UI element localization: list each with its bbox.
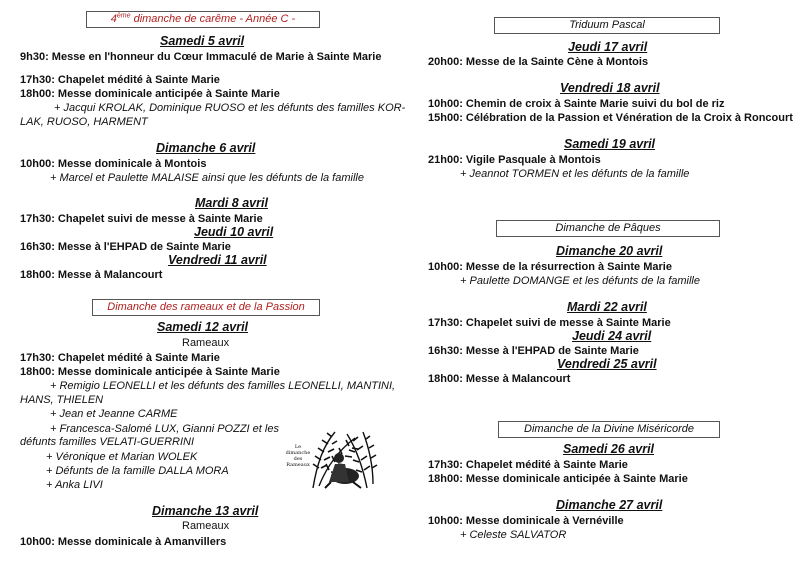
day-heading: Mardi 22 avril [567, 300, 647, 314]
day-heading: Samedi 12 avril [157, 320, 249, 334]
schedule-line: 15h00: Célébration de la Passion et Vénération de la Croix à Roncourt [428, 112, 793, 124]
header-box-paques: Dimanche de Pâques [496, 220, 720, 237]
intention-line: défunts familles VELATI-GUERRINI [20, 436, 195, 448]
schedule-line: 17h30: Chapelet médité à Sainte Marie [20, 352, 220, 364]
caption-line: Le [294, 444, 302, 450]
box-superscript: ème [116, 12, 131, 20]
header-box-triduum: Triduum Pascal [494, 17, 720, 34]
caption-line: Rameaux [286, 462, 310, 468]
intention-line: + Défunts de la famille DALLA MORA [46, 465, 229, 477]
intention-line: + Celeste SALVATOR [460, 529, 567, 541]
illustration-caption [283, 444, 313, 468]
schedule-line: 10h00: Chemin de croix à Sainte Marie suivi du bol de riz [428, 98, 725, 110]
intention-line: + Francesca-Salomé LUX, Gianni POZZI et les [50, 423, 279, 435]
schedule-line: 10h00: Messe dominicale à Montois [20, 158, 207, 170]
intention-line: + Remigio LEONELLI et les défunts des familles LEONELLI, MANTINI, [50, 380, 396, 392]
schedule-line: 18h00: Messe dominicale anticipée à Sainte Marie [20, 366, 280, 378]
schedule-line: 17h30: Chapelet médité à Sainte Marie [20, 74, 220, 86]
intention-line: + Anka LIVI [46, 479, 103, 491]
day-heading: Jeudi 24 avril [572, 329, 652, 343]
intention-line: + Véronique et Marian WOLEK [46, 451, 198, 463]
schedule-line: 21h00: Vigile Pasquale à Montois [428, 154, 601, 166]
day-heading: Vendredi 11 avril [168, 253, 267, 267]
day-heading: Dimanche 13 avril [152, 504, 259, 518]
schedule-line: 10h00: Messe dominicale à Amanvillers [20, 536, 227, 548]
intention-line: + Paulette DOMANGE et les défunts de la famille [460, 275, 700, 287]
day-heading: Vendredi 25 avril [557, 357, 657, 371]
day-heading: Mardi 8 avril [195, 196, 268, 210]
palm-sunday-illustration [283, 424, 381, 490]
day-heading: Jeudi 17 avril [568, 40, 648, 54]
schedule-line: 9h30: Messe en l'honneur du Cœur Immaculé de Marie à Sainte Marie [20, 51, 382, 63]
intention-line: LAK, RUOSO, HARMENT [20, 116, 148, 128]
day-heading: Samedi 19 avril [564, 137, 656, 151]
schedule-line: 10h00: Messe de la résurrection à Sainte Marie [428, 261, 672, 273]
day-subtitle: Rameaux [182, 337, 230, 349]
caption-line: dimanche [285, 450, 311, 456]
day-subtitle: Rameaux [182, 520, 230, 532]
schedule-line: 20h00: Messe de la Sainte Cène à Montois [428, 56, 649, 68]
schedule-line: 17h30: Chapelet médité à Sainte Marie [428, 459, 628, 471]
schedule-line: 16h30: Messe à l'EHPAD de Sainte Marie [20, 241, 231, 253]
day-heading: Vendredi 18 avril [560, 81, 660, 95]
day-heading: Samedi 5 avril [160, 34, 245, 48]
schedule-line: 17h30: Chapelet suivi de messe à Sainte Marie [428, 317, 671, 329]
intention-line: + Jean et Jeanne CARME [50, 408, 178, 420]
intention-line: HANS, THIELEN [20, 394, 104, 406]
schedule-line: 18h00: Messe à Malancourt [428, 373, 571, 385]
box-number: 4 [110, 13, 117, 25]
day-heading: Dimanche 27 avril [556, 498, 663, 512]
header-box-careme [86, 11, 320, 28]
header-box-misericorde: Dimanche de la Divine Miséricorde [498, 421, 720, 438]
intention-line: + Jacqui KROLAK, Dominique RUOSO et les défunts des familles KOR- [54, 102, 406, 114]
caption-line: des [293, 456, 303, 462]
schedule-line: 18h00: Messe dominicale anticipée à Sainte Marie [428, 473, 688, 485]
box-title: dimanche de carême - Année C - [130, 13, 296, 25]
day-heading: Jeudi 10 avril [194, 225, 274, 239]
schedule-line: 18h00: Messe dominicale anticipée à Sainte Marie [20, 88, 280, 100]
header-box-rameaux: Dimanche des rameaux et de la Passion [92, 299, 320, 316]
intention-line: + Marcel et Paulette MALAISE ainsi que les défunts de la famille [50, 172, 364, 184]
intention-line: + Jeannot TORMEN et les défunts de la famille [460, 168, 690, 180]
day-heading: Dimanche 6 avril [156, 141, 256, 155]
schedule-line: 18h00: Messe à Malancourt [20, 269, 163, 281]
schedule-line: 16h30: Messe à l'EHPAD de Sainte Marie [428, 345, 639, 357]
day-heading: Dimanche 20 avril [556, 244, 663, 258]
schedule-line: 17h30: Chapelet suivi de messe à Sainte Marie [20, 213, 263, 225]
day-heading: Samedi 26 avril [563, 442, 655, 456]
schedule-line: 10h00: Messe dominicale à Vernéville [428, 515, 624, 527]
